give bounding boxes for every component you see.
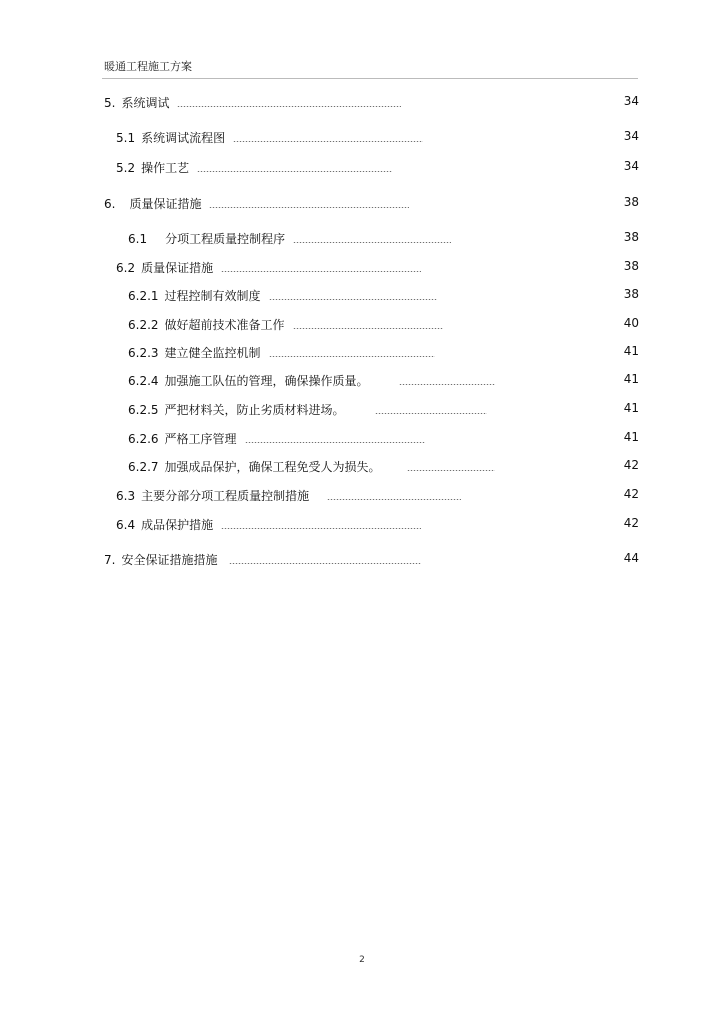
toc-entry-number: 5. <box>104 96 116 110</box>
toc-entry-page: 41 <box>623 430 639 444</box>
toc-entry-title: 严把材料关，防止劣质材料进场。 <box>164 403 345 417</box>
toc-entry-6-2[interactable] <box>116 259 638 277</box>
toc-entry-page: 41 <box>623 344 639 358</box>
toc-entry-number: 6.2.4 <box>128 374 159 388</box>
toc-entry-title: 系统调试流程图 <box>141 131 226 145</box>
toc-entry-number: 7. <box>104 553 116 567</box>
toc-entry-page: 42 <box>623 487 639 501</box>
toc-entry-number: 6.1 <box>128 232 148 246</box>
toc-entry-title: 安全保证措施措施 <box>121 553 218 567</box>
toc-entry-page: 34 <box>623 129 639 143</box>
toc-entry-6[interactable] <box>104 195 638 213</box>
toc-leader-dots <box>399 384 495 385</box>
toc-leader-dots <box>245 442 425 443</box>
toc-entry-6-2-3[interactable] <box>128 344 638 362</box>
toc-entry-6-2-7[interactable] <box>128 458 638 476</box>
toc-entry-page: 38 <box>623 230 639 244</box>
toc-entry-6-2-6[interactable] <box>128 430 638 448</box>
toc-entry-number: 6. <box>104 197 116 211</box>
toc-leader-dots <box>327 499 461 500</box>
toc-leader-dots <box>233 141 423 142</box>
toc-entry-title: 分项工程质量控制程序 <box>165 232 286 246</box>
toc-entry-title: 质量保证措施 <box>141 261 214 275</box>
toc-entry-page: 42 <box>623 516 639 530</box>
toc-entry-number: 6.2.5 <box>128 403 159 417</box>
toc-entry-title: 建立健全监控机制 <box>164 346 261 360</box>
toc-entry-page: 41 <box>623 401 639 415</box>
running-header: 暖通工程施工方案 <box>104 60 192 73</box>
toc-entry-number: 6.2.3 <box>128 346 159 360</box>
toc-entry-title: 主要分部分项工程质量控制措施 <box>141 489 310 503</box>
toc-leader-dots <box>221 271 421 272</box>
toc-entry-page: 41 <box>623 372 639 386</box>
toc-entry-title: 加强成品保护，确保工程免受人为损失。 <box>164 460 381 474</box>
toc-entry-page: 38 <box>623 259 639 273</box>
toc-entry-number: 6.2.7 <box>128 460 159 474</box>
toc-entry-number: 6.2 <box>116 261 136 275</box>
toc-entry-6-4[interactable] <box>116 516 638 534</box>
toc-entry-page: 34 <box>623 159 639 173</box>
page-number: 2 <box>359 955 365 965</box>
toc-entry-title: 严格工序管理 <box>164 432 237 446</box>
toc-entry-title: 系统调试 <box>121 96 170 110</box>
toc-entry-page: 44 <box>623 551 639 565</box>
toc-leader-dots <box>293 242 451 243</box>
toc-entry-page: 38 <box>623 195 639 209</box>
toc-entry-6-3[interactable] <box>116 487 638 505</box>
toc-entry-6-2-5[interactable] <box>128 401 638 419</box>
toc-leader-dots <box>293 328 443 329</box>
toc-entry-number: 6.2.2 <box>128 318 159 332</box>
toc-entry-title: 质量保证措施 <box>129 197 202 211</box>
toc-entry-title: 操作工艺 <box>141 161 190 175</box>
toc-leader-dots <box>269 356 435 357</box>
toc-leader-dots <box>269 299 437 300</box>
toc-entry-6-2-1[interactable] <box>128 287 638 305</box>
toc-leader-dots <box>197 171 392 172</box>
toc-entry-5-1[interactable] <box>116 129 638 147</box>
toc-entry-number: 6.2.6 <box>128 432 159 446</box>
toc-entry-5[interactable] <box>104 94 638 112</box>
toc-leader-dots <box>375 413 487 414</box>
toc-entry-number: 5.1 <box>116 131 136 145</box>
toc-leader-dots <box>209 207 409 208</box>
toc-entry-6-2-4[interactable] <box>128 372 638 390</box>
toc-leader-dots <box>407 470 495 471</box>
toc-entry-5-2[interactable] <box>116 159 638 177</box>
toc-entry-7[interactable] <box>104 551 638 569</box>
toc-leader-dots <box>177 106 401 107</box>
toc-entry-number: 6.2.1 <box>128 289 159 303</box>
toc-entry-page: 42 <box>623 458 639 472</box>
toc-leader-dots <box>229 563 421 564</box>
toc-entry-number: 6.3 <box>116 489 136 503</box>
toc-entry-6-1[interactable] <box>128 230 638 248</box>
toc-entry-title: 过程控制有效制度 <box>164 289 261 303</box>
toc-entry-number: 6.4 <box>116 518 136 532</box>
toc-entry-number: 5.2 <box>116 161 136 175</box>
toc-entry-page: 34 <box>623 94 639 108</box>
toc-entry-title: 成品保护措施 <box>141 518 214 532</box>
toc-entry-page: 38 <box>623 287 639 301</box>
toc-entry-title: 加强施工队伍的管理，确保操作质量。 <box>164 374 369 388</box>
toc-leader-dots <box>221 528 421 529</box>
toc-entry-6-2-2[interactable] <box>128 316 638 334</box>
toc-entry-page: 40 <box>623 316 639 330</box>
toc-entry-title: 做好超前技术准备工作 <box>164 318 285 332</box>
